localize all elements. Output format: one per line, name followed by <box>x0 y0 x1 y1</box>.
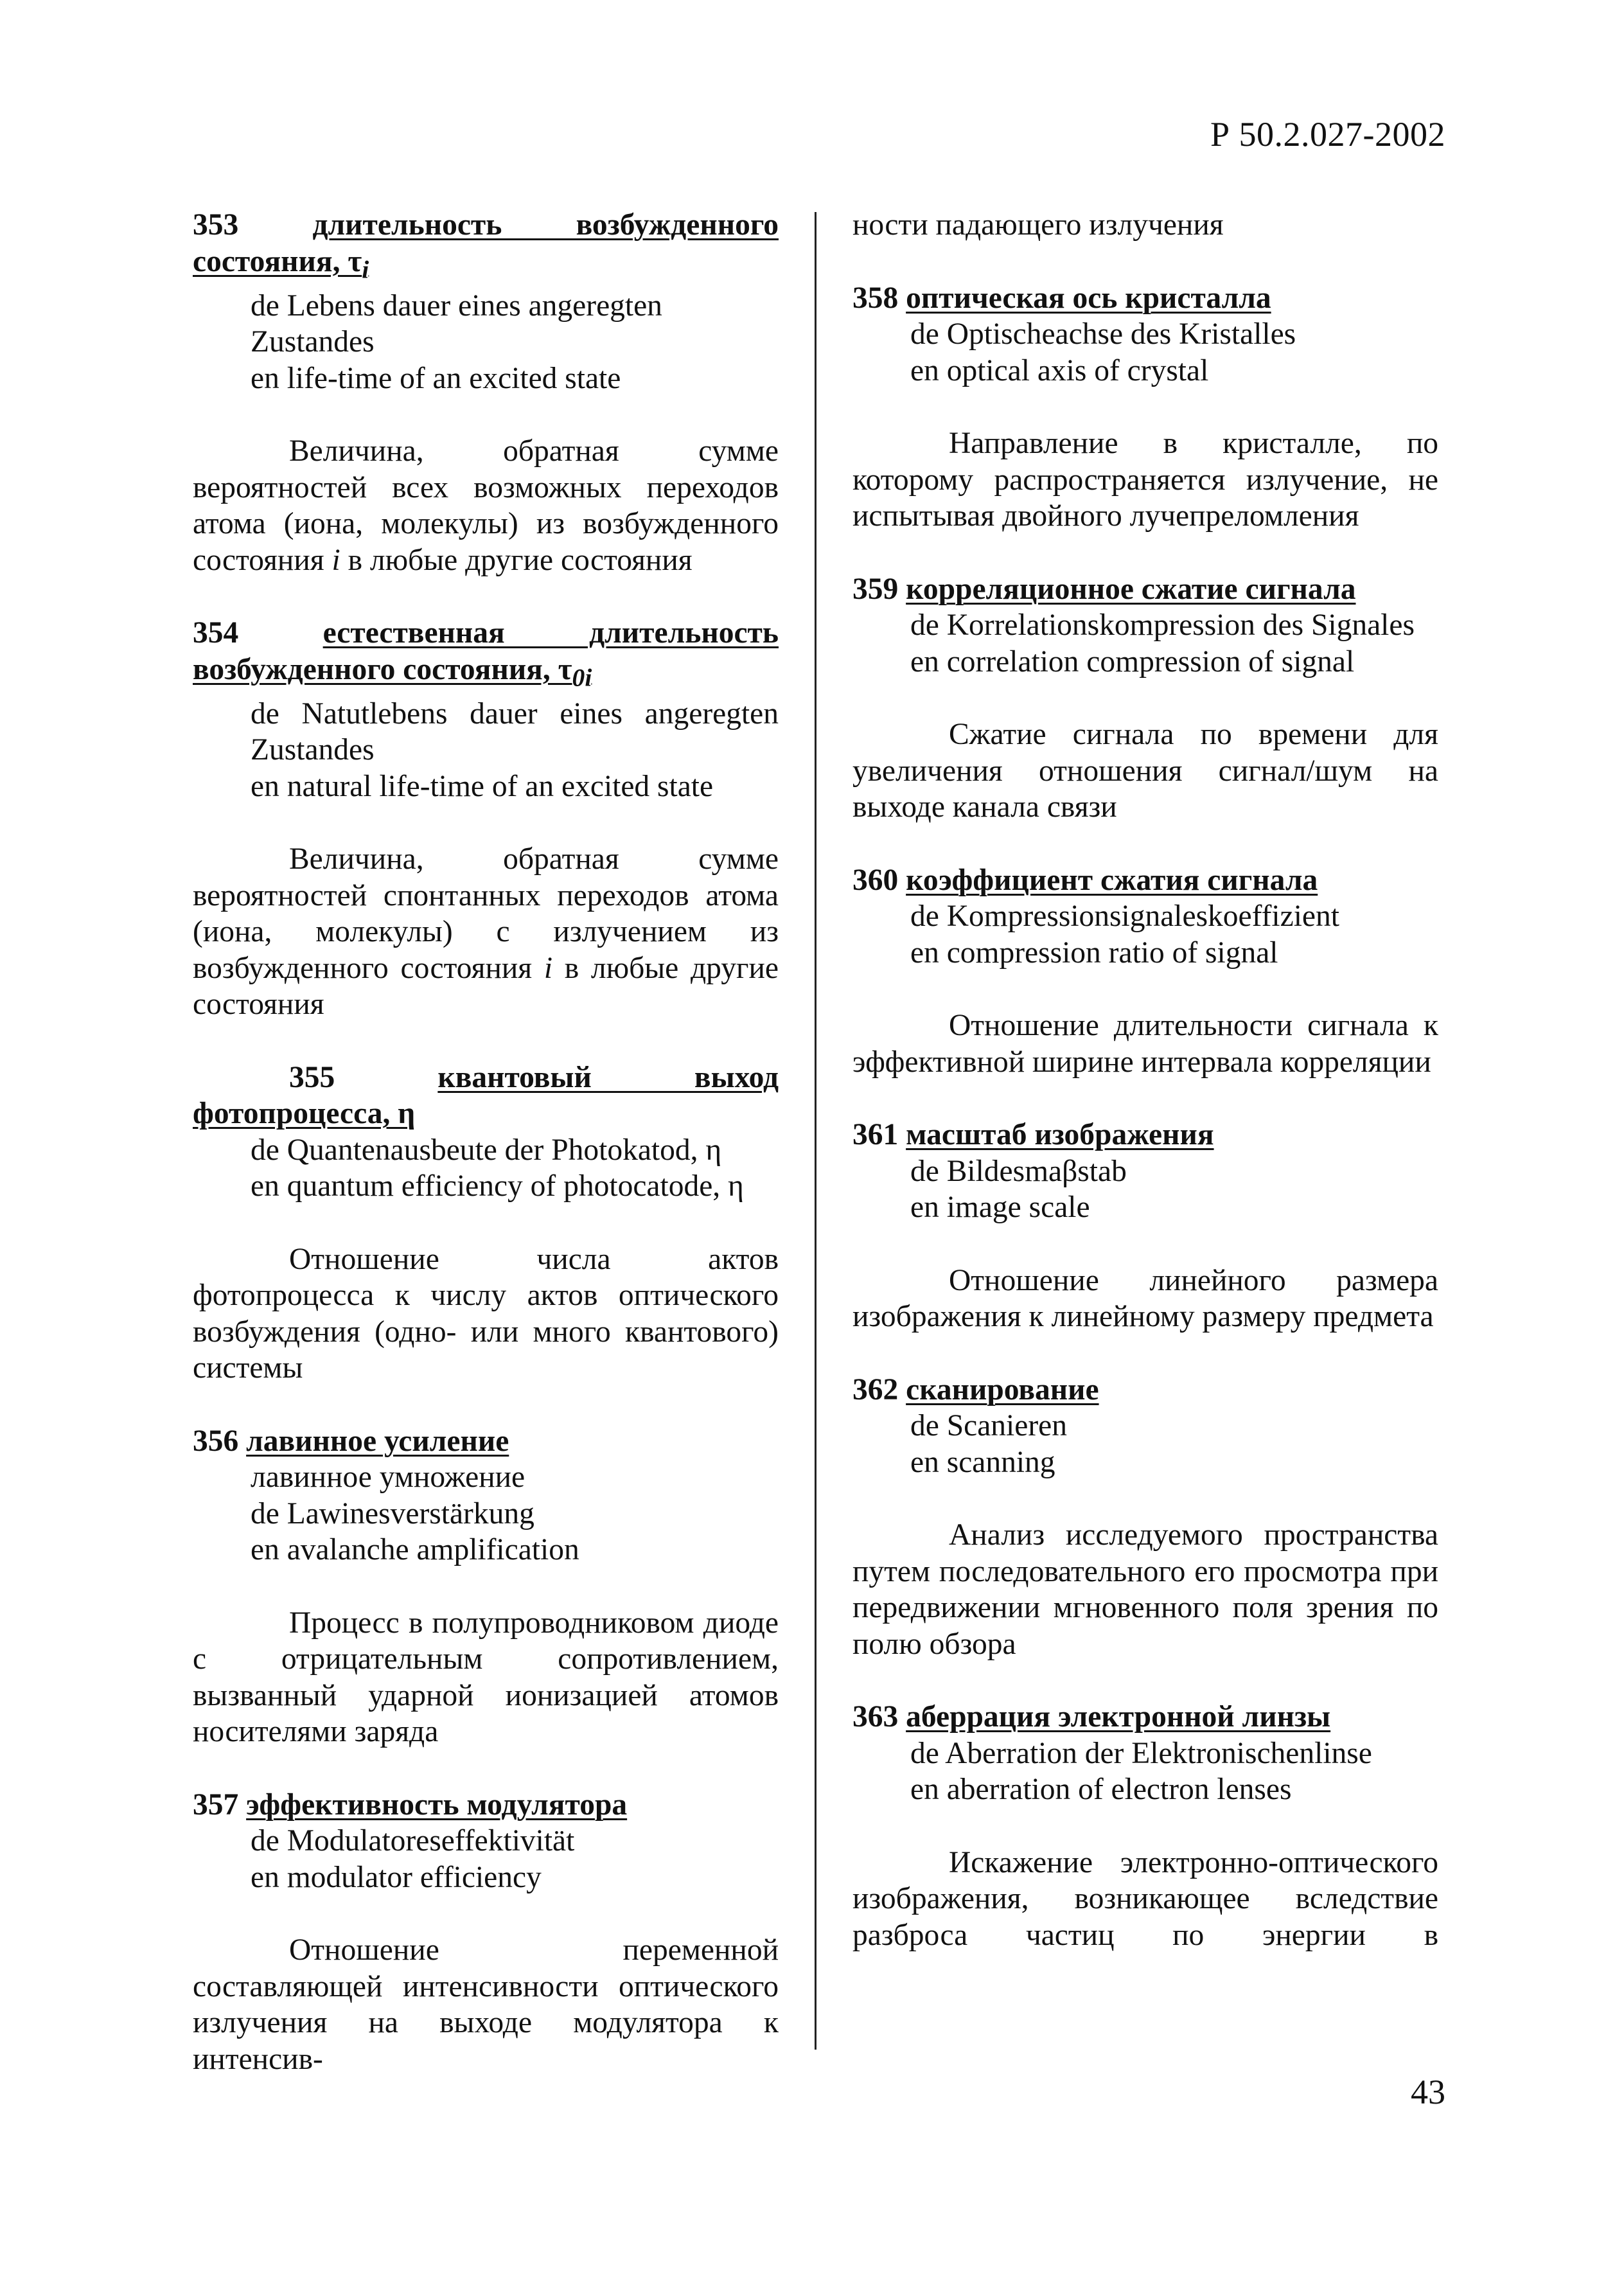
term-number: 361 <box>852 1118 899 1151</box>
term-title: аберрация электронной линзы <box>906 1700 1331 1734</box>
term-en: en avalanche amplification <box>251 1533 579 1566</box>
term-definition: Отношение длительности сигнала к эффективной ширине интервала корреляции <box>852 1009 1438 1079</box>
term-heading <box>193 1423 779 1460</box>
term-de: de Lebens dauer eines angeregten Zustandes <box>251 288 662 359</box>
term-heading <box>193 615 779 696</box>
term-entry-354 <box>193 615 779 1023</box>
term-number: 362 <box>852 1372 899 1406</box>
term-title: длительность возбужденного состояния, $\tau_i$ <box>193 208 779 283</box>
term-heading <box>852 571 1438 608</box>
term-title: сканирование <box>906 1372 1099 1406</box>
term-definition: Процесс в полупроводниковом диоде с отрицательным сопротивлением, вызванный ударной ионизацией атомов носителями заряда <box>193 1606 779 1748</box>
term-de: de Kompressionsignaleskoeffizient <box>910 900 1339 933</box>
term-definition: Отношение числа актов фотопроцесса к числу актов оптического возбуждения (одно- или много квантового) системы <box>193 1242 779 1385</box>
term-de: de Scanieren <box>910 1409 1067 1442</box>
term-de: de Natutlebens dauer eines angeregten Zustandes <box>251 696 779 767</box>
term-number: 356 <box>193 1424 239 1458</box>
term-number: 358 <box>852 281 899 315</box>
term-number: 357 <box>193 1787 239 1822</box>
term-de: de Optischeachse des Kristalles <box>910 317 1296 351</box>
term-en: en quantum efficiency of photocatode, η <box>251 1169 744 1203</box>
term-definition: Величина, обратная сумме вероятностей спонтанных переходов атома (иона, молекулы) с излучением из возбужденного состояния i в любые другие состояния <box>193 842 779 1021</box>
term-title: коэффициент сжатия сигнала <box>906 863 1318 897</box>
term-en: en aberration of electron lenses <box>910 1773 1292 1806</box>
term-entry-363 <box>852 1699 1438 1953</box>
term-definition: Направление в кристалле, по которому распространяется излучение, не испытывая двойного лучепреломления <box>852 427 1438 533</box>
term-title: корреляционное сжатие сигнала <box>906 572 1356 606</box>
term-heading <box>852 1117 1438 1153</box>
term-heading <box>193 207 779 288</box>
term-de: de Aberration der Elektronischenlinse <box>910 1736 1372 1770</box>
term-title: масштаб изображения <box>906 1118 1214 1151</box>
term-de: de Korrelationskompression des Signales <box>910 608 1415 642</box>
term-en: en scanning <box>910 1445 1055 1479</box>
term-de: de Quantenausbeute der Photokatod, η <box>251 1133 722 1167</box>
term-definition: Величина, обратная сумме вероятностей всех возможных переходов атома (иона, молекулы) из возбужденного состояния i в любые другие состояния <box>193 434 779 577</box>
term-en: en correlation compression of signal <box>910 644 1355 678</box>
term-de: de Bildesmaβstab <box>910 1154 1127 1188</box>
term-title: оптическая ось кристалла <box>906 281 1271 315</box>
term-definition: Сжатие сигнала по времени для увеличения отношения сигнал/шум на выходе канала связи <box>852 718 1438 824</box>
term-entry-360 <box>852 862 1438 1081</box>
document-code: Р 50.2.027-2002 <box>1210 115 1445 154</box>
term-heading <box>852 1372 1438 1408</box>
term-number: 354 <box>193 616 239 650</box>
page-number: 43 <box>1411 2073 1445 2111</box>
term-entry-356 <box>193 1423 779 1750</box>
term-entry-359 <box>852 571 1438 826</box>
term-title: естественная длительность возбужденного состояния, $\tau_{0i}$ <box>193 616 779 691</box>
term-entry-362 <box>852 1372 1438 1663</box>
right-column <box>852 207 1438 1990</box>
term-number: 363 <box>852 1700 899 1734</box>
term-en: en image scale <box>910 1191 1090 1224</box>
term-number: 355 <box>289 1060 335 1094</box>
term-heading <box>193 1060 779 1132</box>
term-de: de Modulatoreseffektivität <box>251 1824 575 1858</box>
column-divider <box>815 212 816 2050</box>
term-number: 360 <box>852 863 899 897</box>
term-title: квантовый выход фотопроцесса, η <box>193 1060 779 1130</box>
term-en: en compression ratio of signal <box>910 935 1278 970</box>
term-en: en optical axis of crystal <box>910 353 1209 387</box>
left-column <box>193 207 779 2114</box>
term-definition: Отношение линейного размера изображения к линейному размеру предмета <box>852 1263 1438 1333</box>
term-de: de Lawinesverstärkung <box>251 1496 534 1530</box>
term-entry-355 <box>193 1060 779 1387</box>
term-entry-353 <box>193 207 779 578</box>
term-definition: Анализ исследуемого пространства путем последовательного его просмотра при передвижении мгновенного поля зрения по полю обзора <box>852 1518 1438 1661</box>
continued-definition: ности падающего излучения <box>852 208 1224 242</box>
term-number: 359 <box>852 572 899 606</box>
term-en: en natural life-time of an excited state <box>251 769 714 803</box>
term-definition: Отношение переменной составляющей интенсивности оптического излучения на выходе модулятора к интенсив- <box>193 1933 779 2076</box>
term-heading <box>193 1787 779 1823</box>
term-heading <box>852 1699 1438 1735</box>
term-definition: Искажение электронно-оптического изображения, возникающее вследствие разброса частиц по энергии в <box>852 1845 1438 1952</box>
term-entry-358 <box>852 280 1438 535</box>
term-heading <box>852 280 1438 317</box>
term-synonym: лавинное умножение <box>251 1460 525 1494</box>
term-title: эффективность модулятора <box>246 1787 628 1822</box>
term-number: 353 <box>193 208 239 242</box>
term-entry-361 <box>852 1117 1438 1335</box>
term-en: en modulator efficiency <box>251 1860 542 1894</box>
term-entry-357 <box>193 1787 779 2078</box>
term-heading <box>852 862 1438 899</box>
term-title: лавинное усиление <box>246 1424 509 1458</box>
term-en: en life-time of an excited state <box>251 361 621 395</box>
